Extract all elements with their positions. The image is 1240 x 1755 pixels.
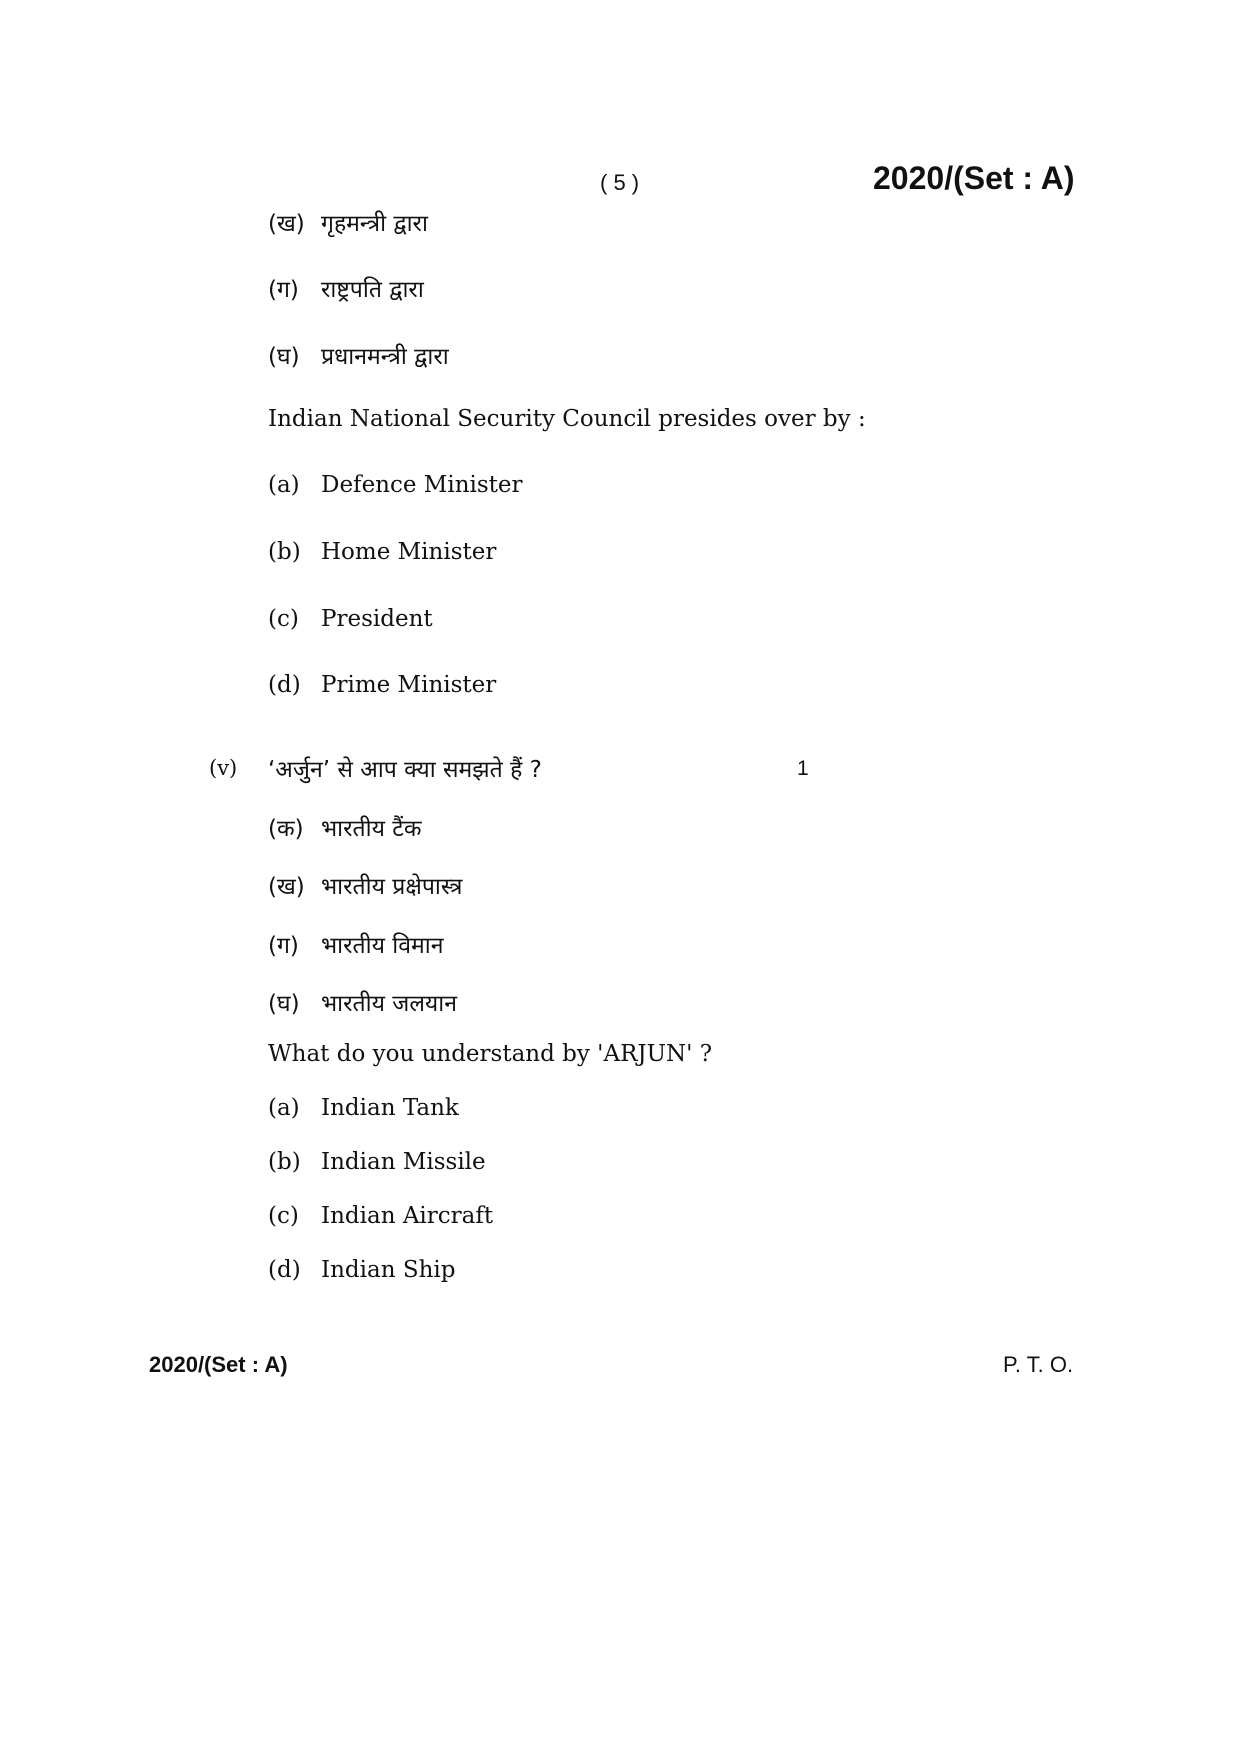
- option-label: (ग): [268, 933, 299, 959]
- option-text: Prime Minister: [321, 672, 497, 698]
- option-label: (क): [268, 816, 304, 842]
- option-text: राष्ट्रपति द्वारा: [321, 277, 424, 303]
- option-text: President: [321, 606, 433, 632]
- option-text: भारतीय विमान: [321, 933, 444, 959]
- option-text: Indian Missile: [321, 1149, 486, 1175]
- option-label: (घ): [268, 344, 300, 370]
- option-text: Indian Tank: [321, 1095, 459, 1121]
- option-label: (ख): [268, 211, 305, 237]
- set-code-header: 2020/(Set : A): [873, 160, 1075, 196]
- q4-hindi-option: [268, 272, 424, 304]
- option-text: Indian Aircraft: [321, 1203, 494, 1229]
- option-label: (d): [268, 672, 301, 698]
- q4-hindi-option: [268, 339, 449, 371]
- q4-english-option: [268, 606, 433, 632]
- option-text: Indian Ship: [321, 1257, 456, 1283]
- q4-hindi-option: [268, 206, 428, 238]
- option-text: भारतीय प्रक्षेपास्त्र: [321, 874, 463, 900]
- option-label: (a): [268, 1095, 300, 1121]
- option-text: गृहमन्त्री द्वारा: [321, 211, 428, 237]
- q4-english-option: [268, 539, 496, 565]
- q5-english-option: [268, 1149, 486, 1175]
- q5-hindi-option: [268, 869, 463, 901]
- q5-question-hindi: ‘अर्जुन’ से आप क्या समझते हैं ?: [268, 757, 542, 783]
- q5-hindi-option: [268, 986, 457, 1018]
- option-text: Home Minister: [321, 539, 497, 565]
- option-label: (b): [268, 1149, 301, 1175]
- option-label: (d): [268, 1257, 301, 1283]
- pto-label: P. T. O.: [1003, 1352, 1074, 1377]
- q4-question-english: Indian National Security Council presides over by :: [268, 406, 866, 432]
- option-label: (c): [268, 1203, 299, 1229]
- q5-english-option: [268, 1257, 455, 1283]
- page-number: ( 5 ): [600, 170, 640, 195]
- q5-english-option: [268, 1203, 493, 1229]
- q5-hindi-option: [268, 928, 443, 960]
- option-label: (घ): [268, 991, 300, 1017]
- option-label: (b): [268, 539, 301, 565]
- option-text: भारतीय जलयान: [321, 991, 457, 1017]
- option-label: (ख): [268, 874, 305, 900]
- q4-english-option: [268, 672, 496, 698]
- q5-english-option: [268, 1095, 459, 1121]
- set-code-footer: 2020/(Set : A): [149, 1352, 288, 1377]
- q4-english-option: [268, 472, 523, 498]
- option-label: (a): [268, 472, 300, 498]
- q5-marks: 1: [797, 757, 809, 780]
- option-text: Defence Minister: [321, 472, 523, 498]
- option-text: भारतीय टैंक: [321, 816, 422, 842]
- option-label: (ग): [268, 277, 299, 303]
- q5-question-english: What do you understand by 'ARJUN' ?: [268, 1041, 713, 1067]
- option-text: प्रधानमन्त्री द्वारा: [321, 344, 449, 370]
- option-label: (c): [268, 606, 299, 632]
- q5-number: (v): [209, 756, 238, 780]
- q5-hindi-option: [268, 811, 422, 843]
